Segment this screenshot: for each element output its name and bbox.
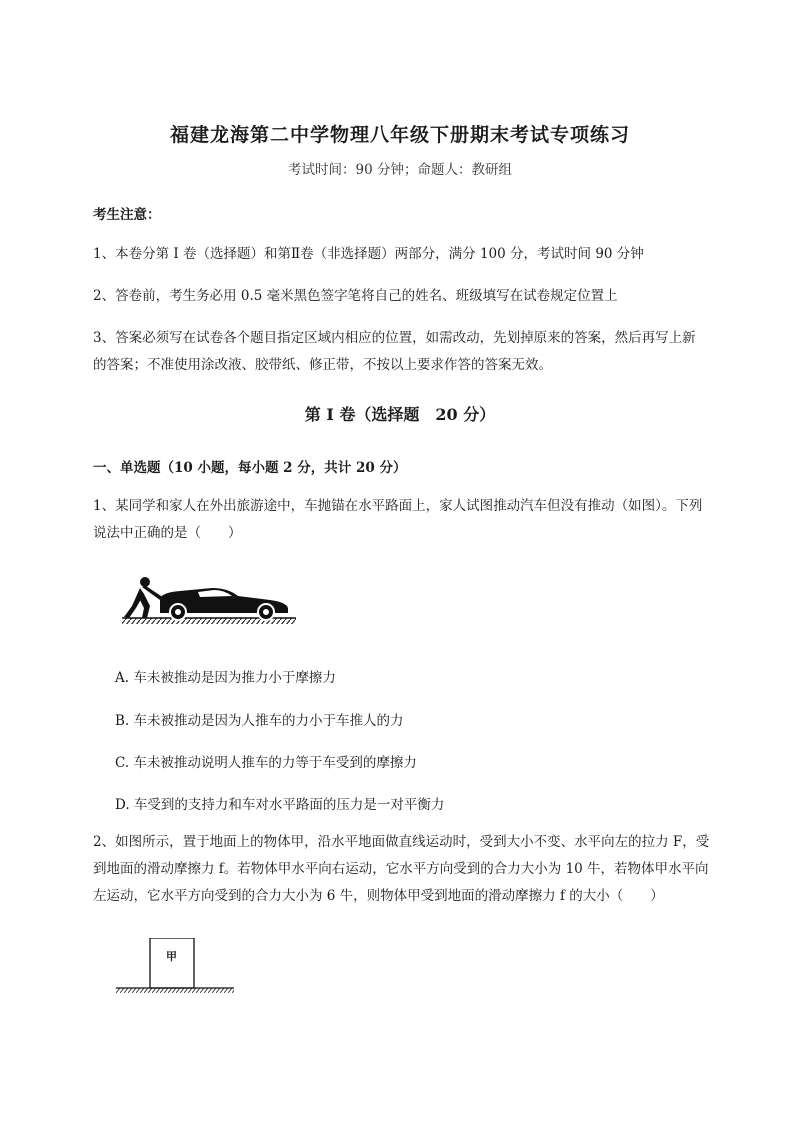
car-push-figure <box>120 572 298 632</box>
question-1-option-a: A. 车未被推动是因为推力小于摩擦力 <box>115 670 336 686</box>
notice-item-1: 1、本卷分第 I 卷（选择题）和第Ⅱ卷（非选择题）两部分，满分 100 分，考试时间 90 分钟 <box>93 246 644 262</box>
notice-item-2: 2、答卷前，考生务必用 0.5 毫米黑色签字笔将自己的姓名、班级填写在试卷规定位置上 <box>93 288 618 304</box>
question-1-option-b: B. 车未被推动是因为人推车的力小于车推人的力 <box>115 713 404 729</box>
question-1-text: 1、某同学和家人在外出旅游途中，车抛锚在水平路面上，家人试图推动汽车但没有推动（如图）。下列说法中正确的是（ ） <box>93 498 703 541</box>
page-title: 福建龙海第二中学物理八年级下册期末考试专项练习 <box>169 124 630 146</box>
block-figure <box>116 938 234 996</box>
exam-info: 考试时间：90 分钟；命题人：教研组 <box>288 162 512 178</box>
part-heading: 一、单选题（10 小题，每小题 2 分，共计 20 分） <box>93 460 407 476</box>
question-1-option-c: C. 车未被推动说明人推车的力等于车受到的摩擦力 <box>115 755 417 771</box>
question-1-option-d: D. 车受到的支持力和车对水平路面的压力是一对平衡力 <box>115 797 445 813</box>
notice-heading: 考生注意： <box>93 207 161 223</box>
block-ground-svg <box>116 938 234 996</box>
car-icon <box>160 588 288 620</box>
block-label: 甲 <box>166 950 177 963</box>
ground-hatch-2 <box>116 988 234 993</box>
notice-item-3: 3、答案必须写在试卷各个题目指定区域内相应的位置，如需改动，先划掉原来的答案，然后再写上新的答案；不准使用涂改液、胶带纸、修正带，不按以上要求作答的答案无效。 <box>93 330 696 373</box>
section-title: 第 I 卷（选择题 20 分） <box>304 405 496 424</box>
question-2-text: 2、如图所示，置于地面上的物体甲，沿水平地面做直线运动时，受到大小不变、水平向左的拉力 F，受到地面的滑动摩擦力 f。若物体甲水平向右运动，它水平方向受到的合力大小为 10 牛，若物体甲水平向左运动，它水平方向受到的合力大小为 6 牛，则物体甲受到地面的滑动摩擦力 f 的大小（ ） <box>93 834 710 904</box>
person-icon <box>124 577 164 618</box>
